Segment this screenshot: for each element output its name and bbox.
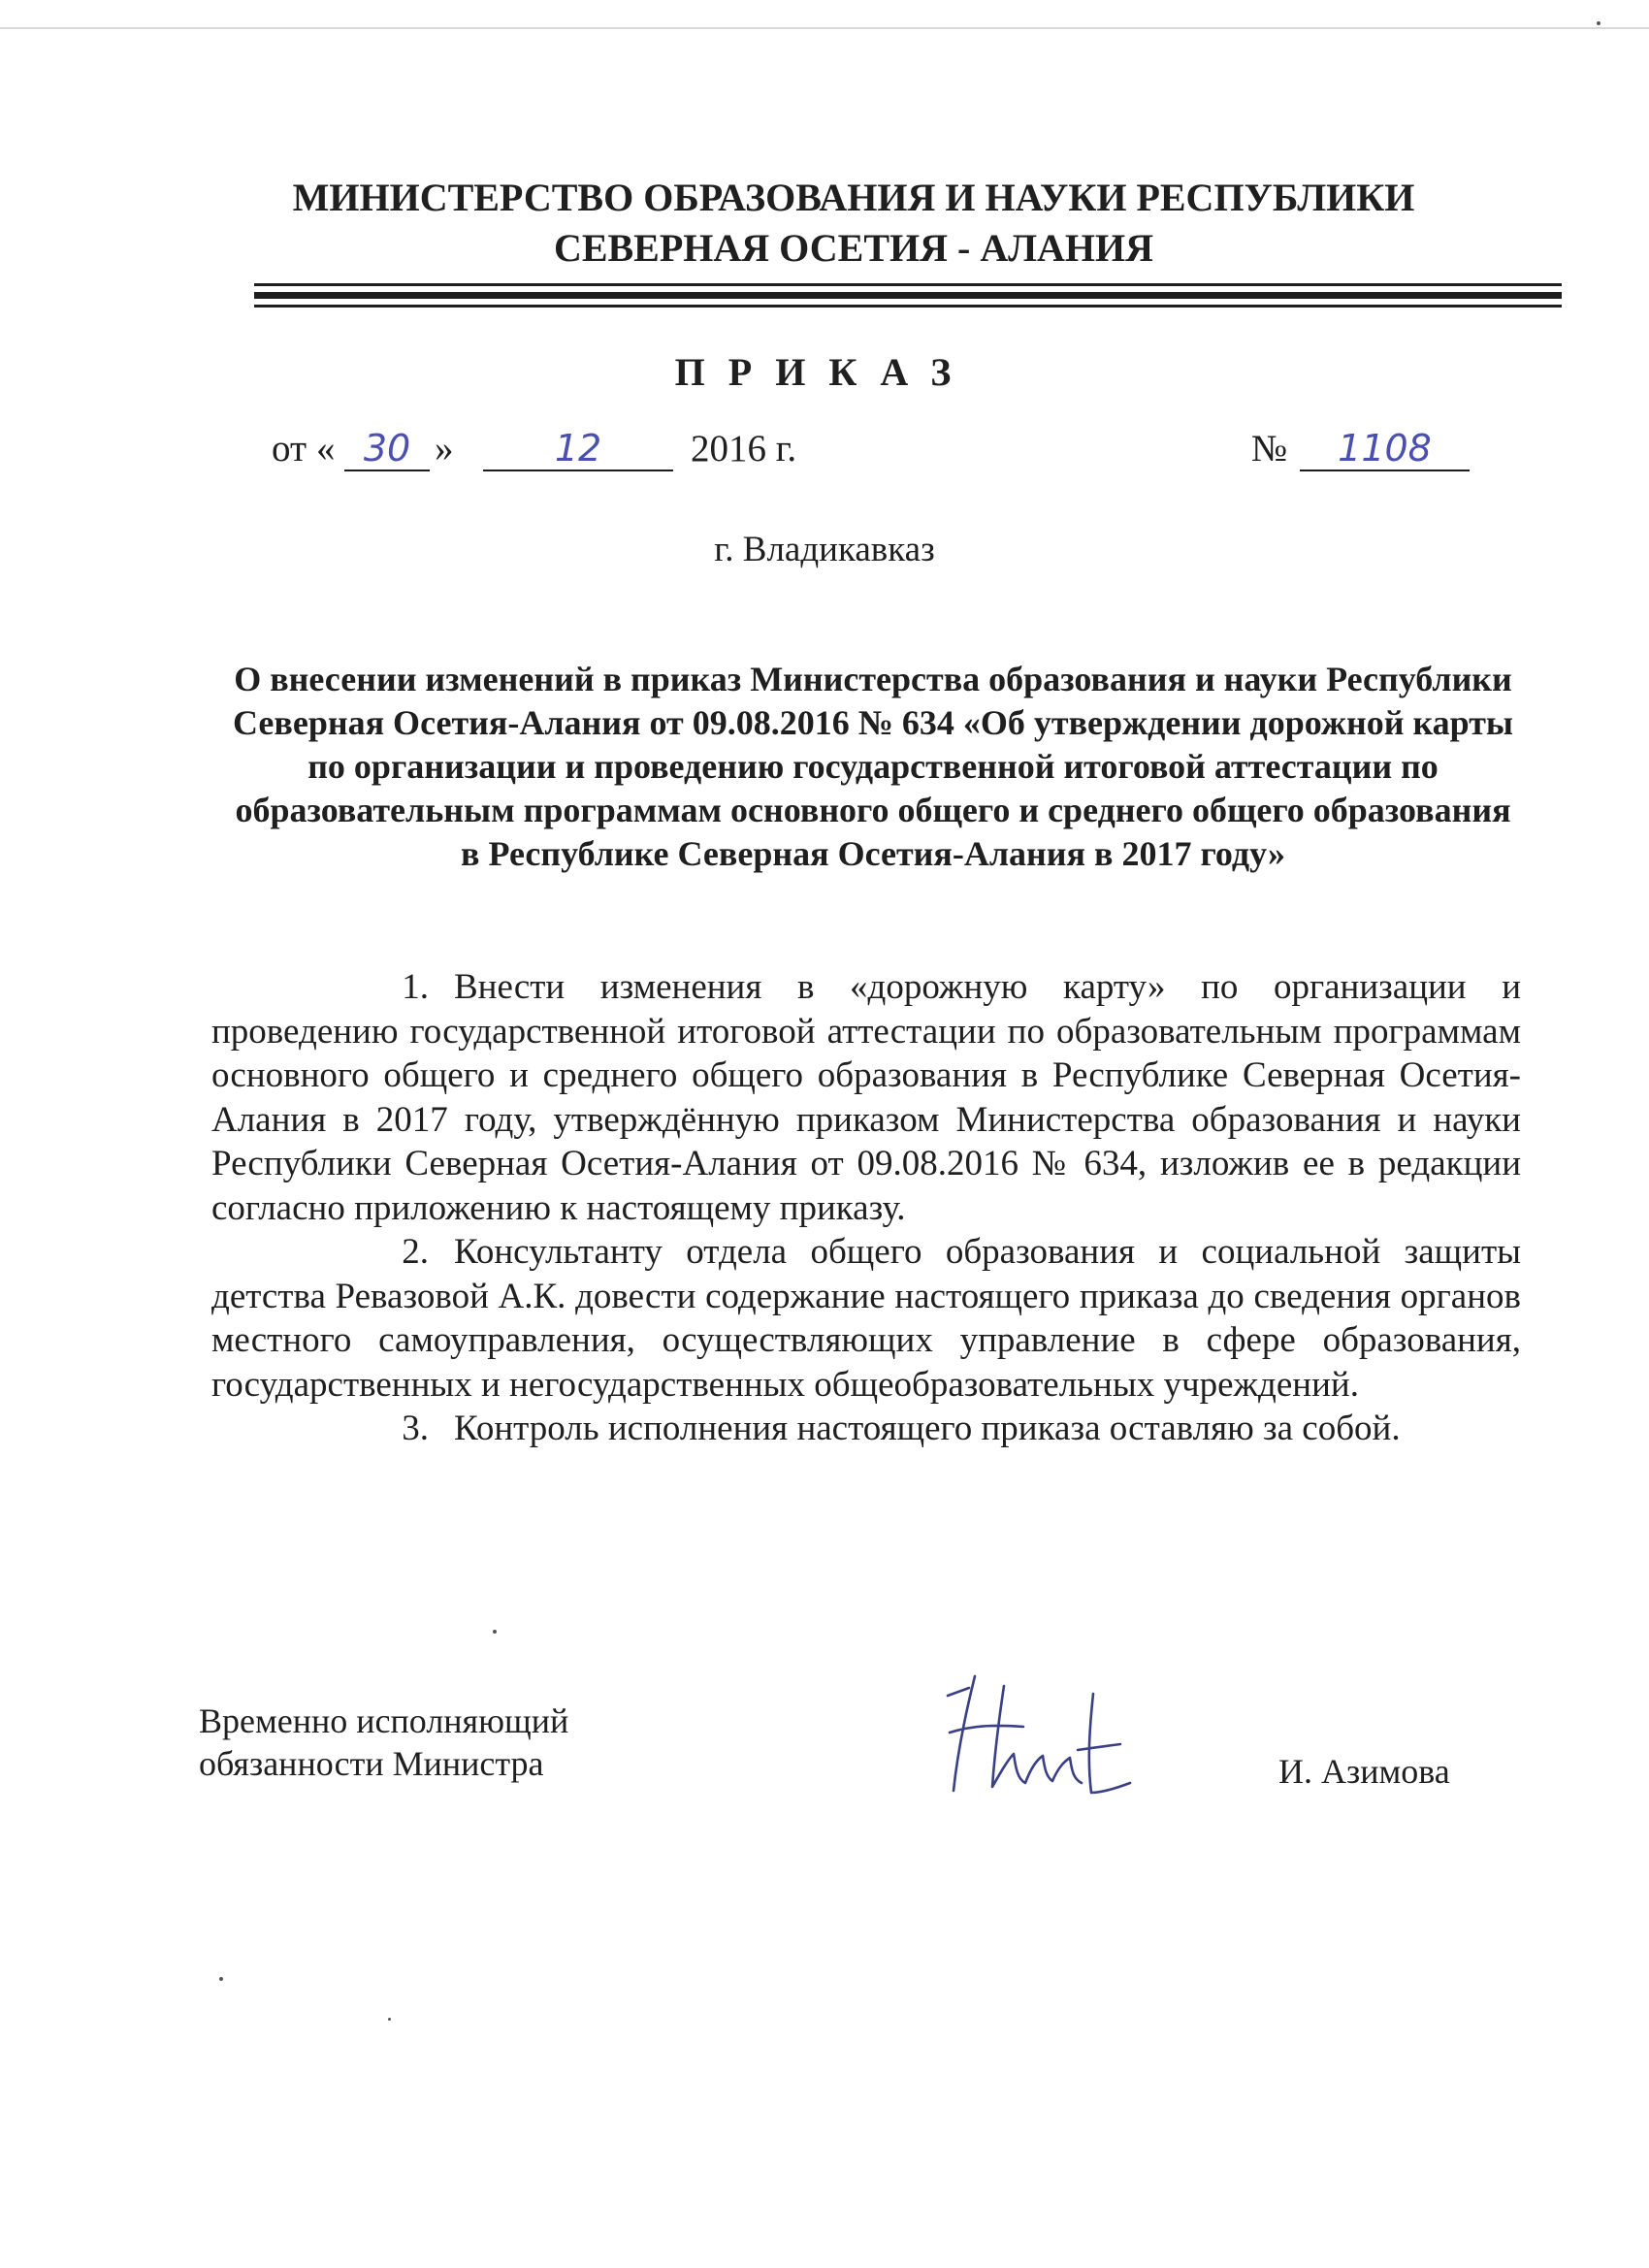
number-value: 1108 (1338, 427, 1432, 470)
date-open-quote: « (316, 428, 336, 470)
list-item (211, 1407, 1521, 1451)
date-number-row (0, 427, 1649, 485)
date-close-quote: » (435, 428, 454, 470)
signatory-position-line-2: обязанности Министра (199, 1744, 544, 1783)
signatory-name: И. Азимова (1278, 1752, 1450, 1791)
item-number: 1. (402, 967, 429, 1007)
list-item (211, 965, 1521, 1230)
item-number: 3. (402, 1409, 429, 1448)
ministry-header (252, 173, 1455, 274)
ministry-line-2: СЕВЕРНАЯ ОСЕТИЯ - АЛАНИЯ (553, 226, 1154, 270)
ministry-line-1: МИНИСТЕРСТВО ОБРАЗОВАНИЯ И НАУКИ РЕСПУБЛИКИ (292, 176, 1415, 219)
scan-edge (0, 27, 1649, 29)
date-month-field (483, 427, 673, 471)
scan-speck (388, 2018, 391, 2021)
document-type: ПРИКАЗ (674, 350, 975, 394)
item-text: Консультанту отдела общего образования и социальной защиты детства Ревазовой А.К. довести содержание настоящего приказа до сведения органов местного самоуправления, осуществляющих управление в сфере образования, государственных и негосударственных общеобразовательных учреждений. (211, 1232, 1521, 1405)
date-year: 2016 г. (691, 428, 797, 470)
city: г. Владикавказ (714, 530, 935, 569)
item-number: 2. (402, 1232, 429, 1272)
scan-speck (219, 1977, 223, 1981)
number-field (1300, 427, 1470, 471)
date-month-value: 12 (554, 427, 602, 470)
signatory-position (199, 1700, 568, 1785)
scan-speck (1597, 21, 1600, 25)
handwritten-signature (936, 1667, 1159, 1802)
date-prefix: от (272, 428, 307, 470)
date-day-field (344, 427, 430, 471)
scan-speck (493, 1630, 497, 1634)
header-rule-middle (254, 292, 1562, 299)
document-body (211, 965, 1521, 1451)
header-rule-top (254, 283, 1562, 286)
item-text: Внести изменения в «дорожную карту» по организации и проведению государственной итоговой аттестации по образовательным программам основного общего и среднего общего образования в Республике Северная Осетия-Алания в 2017 году, утверждённую приказом Министерства образования и науки Республики Северная Осетия-Алания от 09.08.2016 № 634, изложив ее в редакции согласно приложению к настоящему приказу. (211, 967, 1521, 1228)
signatory-position-line-1: Временно исполняющий (199, 1701, 569, 1740)
number-label: № (1251, 428, 1288, 470)
document-title: О внесении изменений в приказ Министерства образования и науки Республики Северная Осетия-Алания от 09.08.2016 № 634 «Об утверждении дорожной карты по организации и проведению государственной итоговой аттестации по образовательным программам основного общего и среднего общего образования в Республике Северная Осетия-Алания в 2017 году» (232, 660, 1513, 873)
item-text: Контроль исполнения настоящего приказа оставляю за собой. (454, 1409, 1401, 1448)
date-day-value: 30 (363, 427, 411, 470)
list-item (211, 1230, 1521, 1407)
header-rule-bottom (254, 305, 1562, 308)
